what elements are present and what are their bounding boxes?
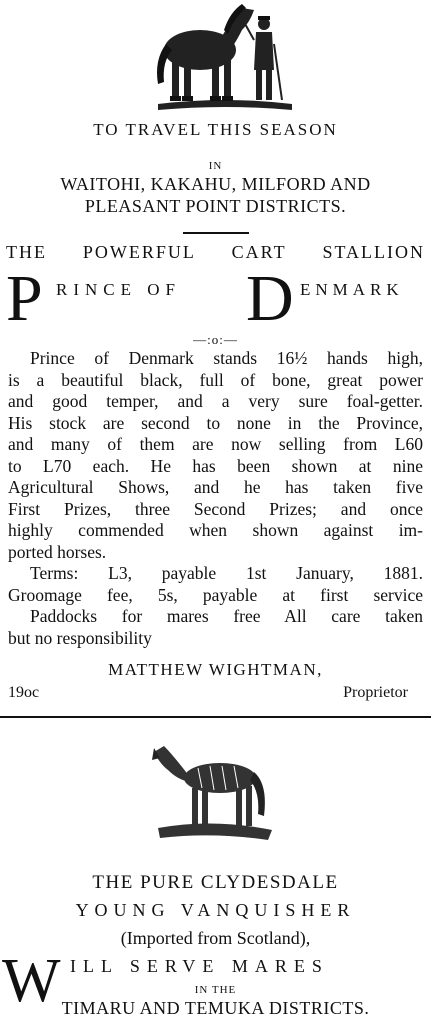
young-vanquisher-heading: YOUNG VANQUISHER [75,900,356,920]
in-word: IN [208,160,223,172]
districts-line-2: PLEASANT POINT DISTRICTS. [84,196,347,216]
signer-name: MATTHEW WIGHTMAN, [108,660,323,679]
name-drop-cap-d: D [246,262,294,335]
districts-line-1: WAITOHI, KAKAHU, MILFORD AND [60,174,371,194]
description-body [0,348,431,649]
body-line: and good temper, and a very sure foal-getter. [8,391,423,411]
will-serve-rest: ILL SERVE MARES [70,956,329,976]
body-line: Prince of Denmark stands 16½ hands high, [30,348,423,368]
in-the-word: IN THE [194,984,237,996]
imported-line: (Imported from Scotland), [120,928,311,948]
name-rest-1: RINCE OF [56,280,181,299]
short-rule [183,232,249,234]
proprietor-label: Proprietor [343,684,408,701]
body-line: Agricultural Shows, and he has taken five [8,477,423,497]
groomage-line: Groomage fee, 5s, payable at first service [8,584,423,605]
timaru-districts-line: TIMARU AND TEMUKA DISTRICTS. [61,998,370,1018]
body-line: is a beautiful black, full of bone, great power [8,369,423,390]
name-drop-cap-p: P [6,262,43,335]
paddocks-line-2: but no responsibility [8,627,152,648]
paddocks-line-1: Paddocks for mares free All care taken [30,606,423,626]
body-line: to L70 each. He has been shown at nine [8,455,423,476]
stallion-word: CART [231,242,287,262]
body-line: highly commended when shown against im- [8,520,423,540]
separator: —:o:— [193,332,238,347]
travel-heading: TO TRAVEL THIS SEASON [93,120,338,139]
body-line: ported horses. [8,541,107,562]
stallion-line [0,242,431,263]
body-line: First Prizes, three Second Prizes; and once [8,498,423,519]
horse-and-handler-illustration [150,0,300,112]
terms-line: Terms: L3, payable 1st January, 1881. [30,563,423,583]
standing-horse-illustration [148,736,278,844]
horse-name-title [0,262,431,335]
body-line: His stock are second to none in the Province, [8,412,423,433]
pure-clydesdale-heading: THE PURE CLYDESDALE [92,872,339,893]
stallion-word: STALLION [322,242,425,262]
section-divider [0,716,431,718]
will-drop-cap: W [2,947,61,1015]
signature-row [8,684,408,702]
stallion-word: THE [6,242,47,262]
insertion-code: 19oc [8,684,40,701]
stallion-word: POWERFUL [82,242,196,262]
name-rest-2: ENMARK [300,280,404,299]
body-line: and many of them are now selling from L60 [8,434,423,454]
